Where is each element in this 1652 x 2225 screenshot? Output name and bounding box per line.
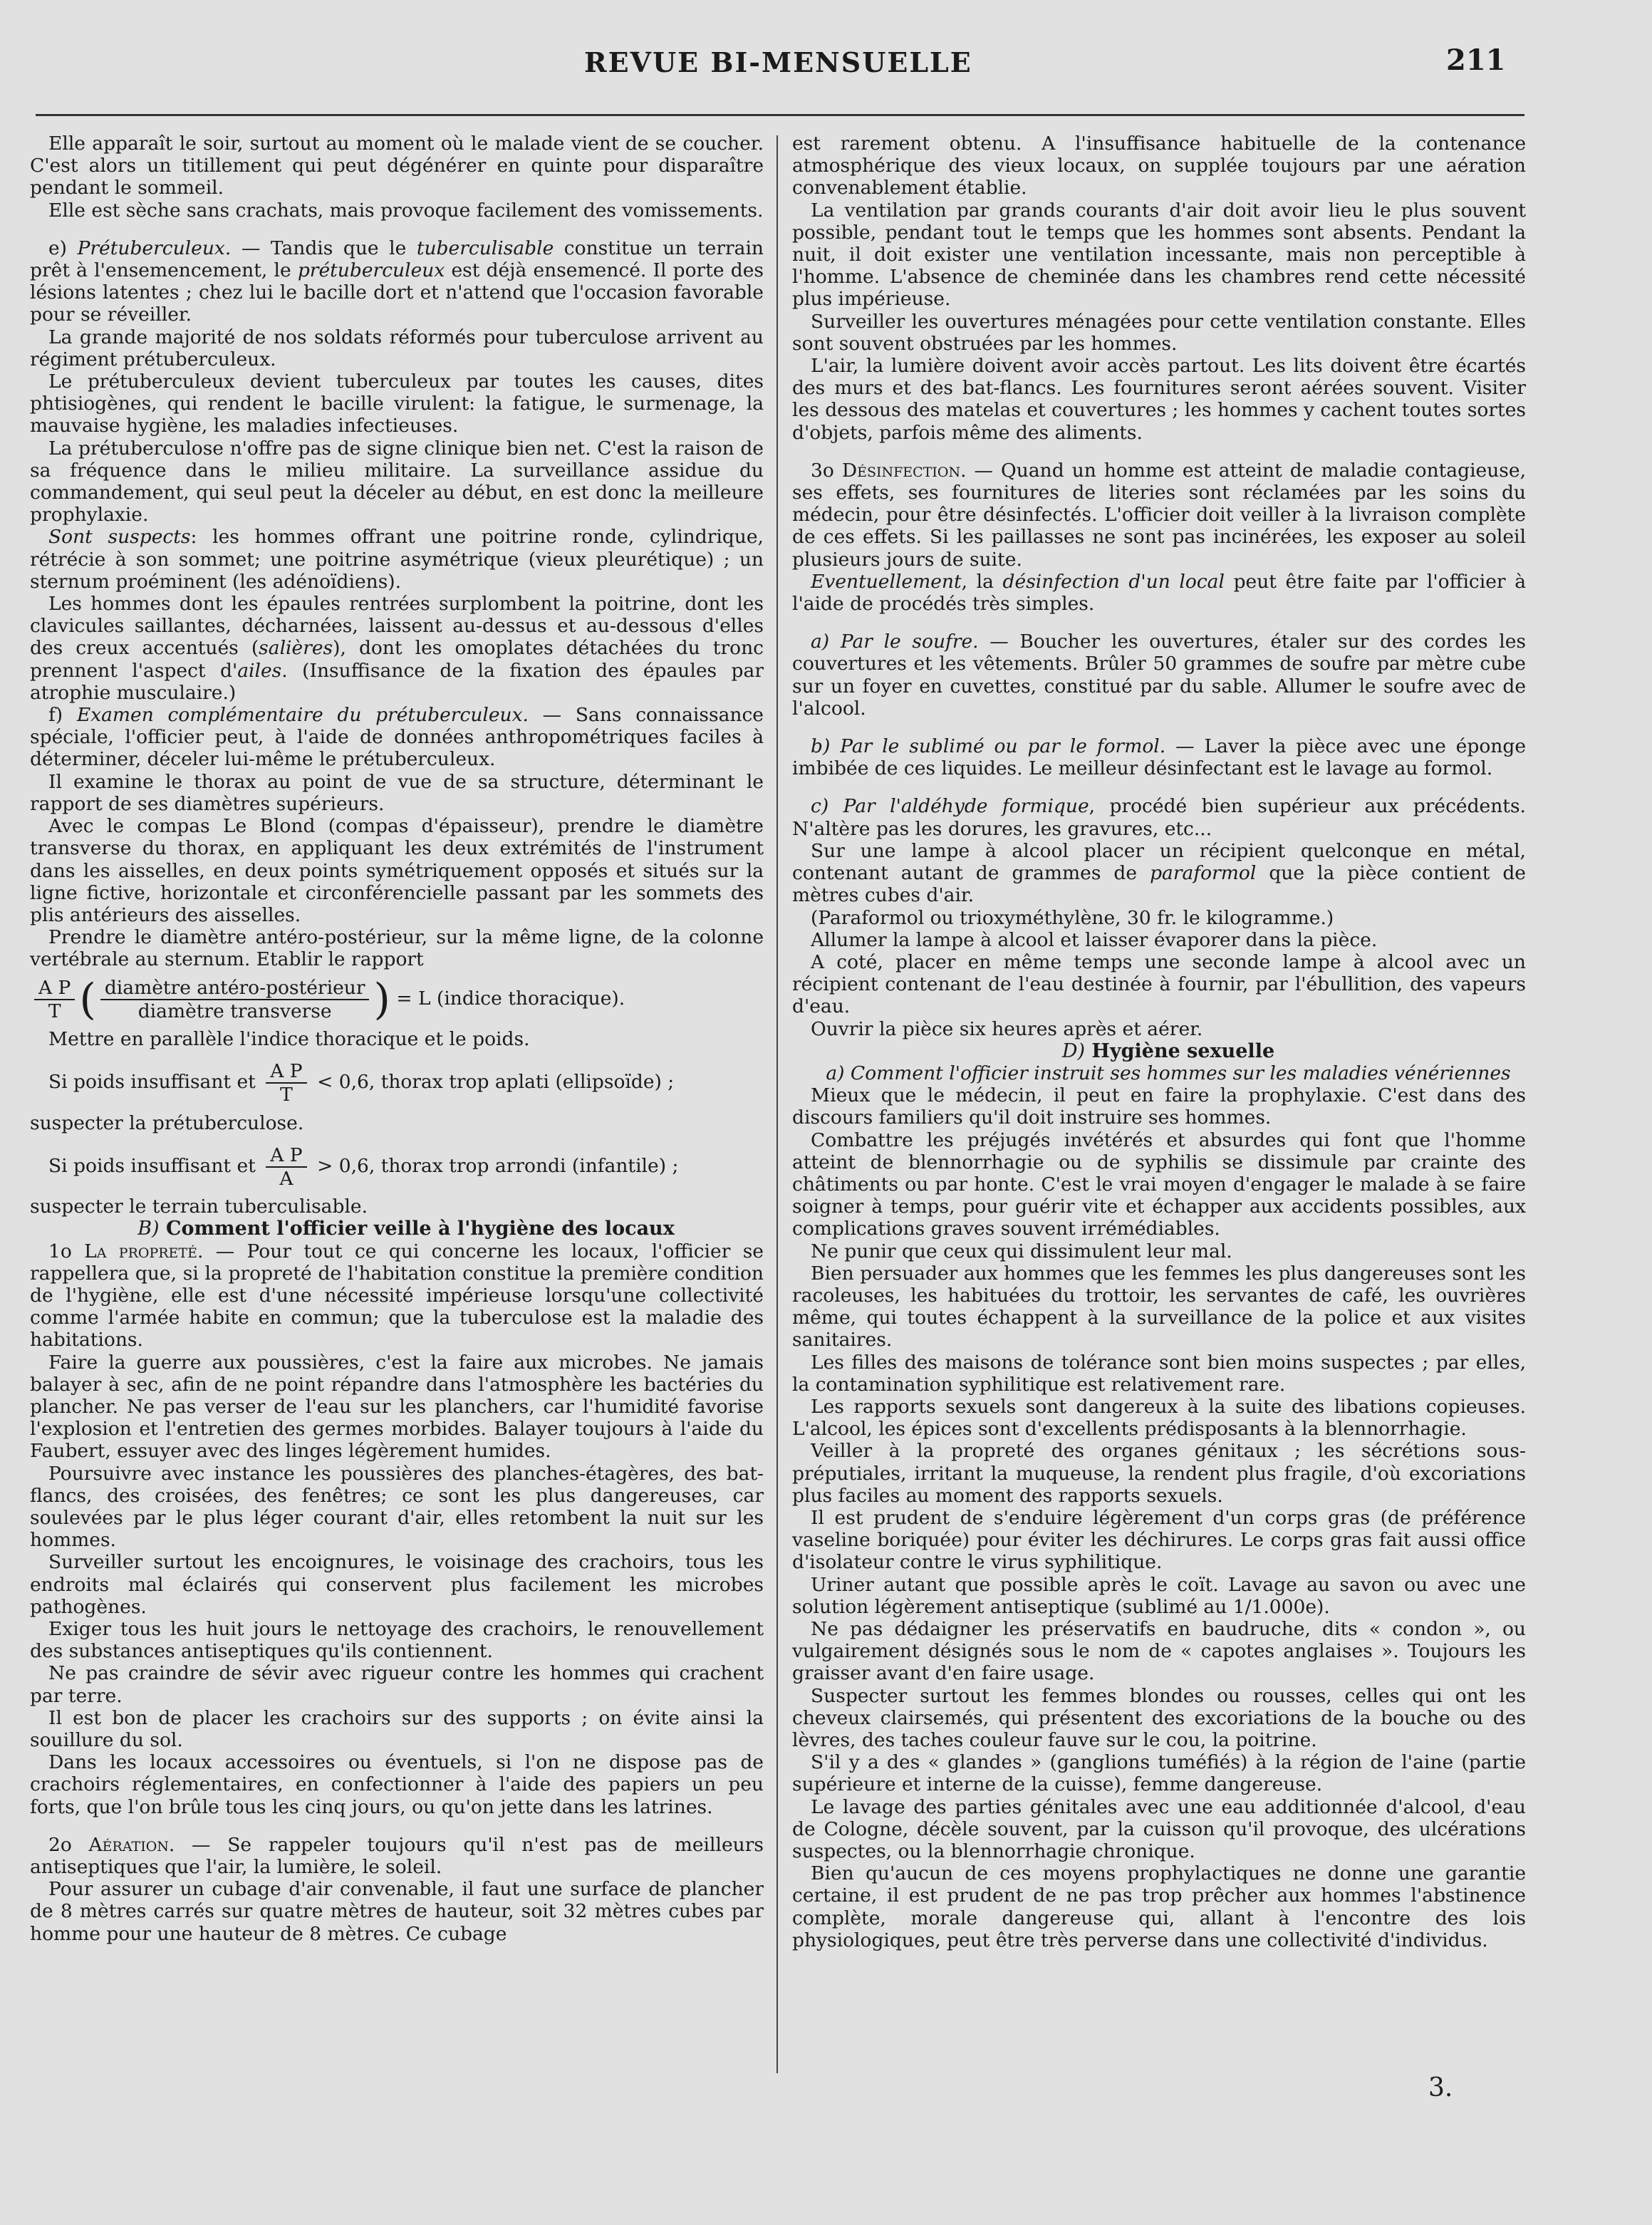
round-thorax-rule: Si poids insuffisant et $\frac{\text{A P}}{A}$ > 0,6, thorax trop arrondi (infantile) ; [48, 1143, 679, 1190]
left-column [30, 133, 764, 1945]
paragraph: Pour assurer un cubage d'air convenable, il faut une surface de plancher de 8 mètres carrés sur quatre mètres de hauteur, soit 32 mètres cubes par homme pour une hauteur de 8 mètres. Ce cubage [30, 1878, 764, 1945]
header-rule [36, 114, 1524, 116]
paragraph: Sur une lampe à alcool placer un récipient quelconque en métal, contenant autant de grammes de paraformol que la pièce contient de mètres cubes d'air. [792, 839, 1526, 907]
paragraph: Combattre les préjugés invétérés et absurdes qui font que l'homme atteint de blennorrhagie ou de syphilis se dissimule par crainte des châtiments ou par honte. C'est le vrai moyen d'engager le malade à se faire soigner à temps, pour guérir vite et échapper aux accidents possibles, aux complications graves souvent irrémédiables. [792, 1129, 1526, 1240]
paragraph: Bien persuader aux hommes que les femmes les plus dangereuses sont les racoleuses, les habituées du trottoir, les servantes de café, les ouvrières même, qui toutes échappent à la surveillance de la police et aux visites sanitaires. [792, 1262, 1526, 1352]
running-title: REVUE BI-MENSUELLE [584, 46, 972, 78]
paragraph: Il est prudent de s'enduire légèrement d'un corps gras (de préférence vaseline boriquée) pour éviter les déchirures. Le corps gras fait aussi office d'isolateur contre le virus syphilitique. [792, 1506, 1526, 1574]
paragraph: Avec le compas Le Blond (compas d'épaisseur), prendre le diamètre transverse du thorax, en appliquant les deux extrémités de l'instrument dans les aisselles, en deux points symétriquement opposés et situés sur la ligne fictive, horizontale et circonférencielle passant par les sommets des plis antérieurs des aisselles. [30, 815, 764, 926]
paragraph: (Paraformol ou trioxyméthylène, 30 fr. le kilogramme.) [811, 906, 1334, 929]
paragraph-pretuberculeux: e) Prétuberculeux. — Tandis que le tuberculisable constitue un terrain prêt à l'ensemencement, le prétuberculeux est déjà ensemencé. Il porte des lésions latentes ; chez lui le bacille dort et n'attend que l'occasion favorable pour se réveiller. [30, 237, 764, 326]
thoracic-index-formula: $\frac{\text{A P}}{T}$ ( $\frac{\text{diamètre antéro-postérieur}}{\text{diamètre transverse}}$ ) = L (indice thoracique). [30, 977, 764, 1022]
paragraph: est rarement obtenu. A l'insuffisance habituelle de la contenance atmosphérique des vieux locaux, on supplée toujours par une aération convenablement établie. [792, 133, 1526, 199]
paragraph: suspecter la prétuberculose. [30, 1111, 304, 1134]
paragraph: Suspecter surtout les femmes blondes ou rousses, celles qui ont les cheveux clairsemés, qui présentent des excoriations de la bouche ou des lèvres, des taches couleur fauve sur le cou, la poitrine. [792, 1684, 1526, 1752]
paragraph-aldehyde: c) Par l'aldéhyde formique, procédé bien supérieur aux précédents. N'altère pas les dorures, les gravures, etc... [792, 795, 1526, 840]
paragraph: Faire la guerre aux poussières, c'est la faire aux microbes. Ne jamais balayer à sec, afin de ne point répandre dans l'atmosphère les bactéries du plancher. Ne pas verser de l'eau sur les planchers, car l'humidité favorise l'explosion et l'entretien des germes morbides. Balayer toujours à l'aide du Faubert, essuyer avec des linges légèrement humides. [30, 1351, 764, 1463]
paragraph: La grande majorité de nos soldats réformés pour tuberculose arrivent au régiment prétuberculeux. [30, 326, 764, 370]
signature-mark: 3. [1428, 2073, 1453, 2102]
paragraph: Ne pas craindre de sévir avec rigueur contre les hommes qui crachent par terre. [30, 1662, 764, 1707]
paragraph: Elle apparaît le soir, surtout au moment où le malade vient de se coucher. C'est alors un titillement qui peut dégénérer en quinte pour disparaître pendant le sommeil. [30, 133, 764, 199]
paragraph: Veiller à la propreté des organes génitaux ; les sécrétions sous-préputiales, irritant la muqueuse, la rendent plus fragile, d'où excoriations plus faciles au moment des rapports sexuels. [792, 1440, 1526, 1507]
paragraph: L'air, la lumière doivent avoir accès partout. Les lits doivent être écartés des murs et des bat-flancs. Les fournitures seront aérées souvent. Visiter les dessous des matelas et couvertures ; les hommes y cachent toutes sortes d'objets, parfois même des aliments. [792, 355, 1526, 444]
paragraph: A coté, placer en même temps une seconde lampe à alcool avec un récipient contenant de l'eau destinée à fournir, par l'ébullition, des vapeurs d'eau. [792, 950, 1526, 1018]
paragraph: Exiger tous les huit jours le nettoyage des crachoirs, le renouvellement des substances antiseptiques qu'ils contiennent. [30, 1618, 764, 1663]
paragraph: suspecter le terrain tuberculisable. [30, 1196, 368, 1218]
paragraph: S'il y a des « glandes » (ganglions tuméfiés) à la région de l'aine (partie supérieure et interne de la cuisse), femme dangereuse. [792, 1751, 1526, 1796]
paragraph-examen: f) Examen complémentaire du prétuberculeux. — Sans connaissance spéciale, l'officier peut, à l'aide de données anthropométriques faciles à déterminer, déceler lui-même le prétuberculeux. [30, 704, 764, 771]
paragraph: La prétuberculose n'offre pas de signe clinique bien net. C'est la raison de sa fréquence dans le milieu militaire. La surveillance assidue du commandement, qui seul peut la déceler au début, en est donc la meilleure prophylaxie. [30, 437, 764, 527]
paragraph: Ne punir que ceux qui dissimulent leur mal. [811, 1240, 1232, 1262]
paragraph: Le prétuberculeux devient tuberculeux par toutes les causes, dites phtisiogènes, qui rendent le bacille virulent: la fatigue, le surmenage, la mauvaise hygiène, les maladies infectieuses. [30, 370, 764, 437]
column-divider [776, 135, 778, 2073]
paragraph: Ouvrir la pièce six heures après et aérer. [811, 1017, 1203, 1040]
paragraph: Ne pas dédaigner les préservatifs en baudruche, dits « condon », ou vulgairement désignés sous le nom de « capotes anglaises ». Toujours les graisser avant d'en faire usage. [792, 1618, 1526, 1685]
paragraph: Le lavage des parties génitales avec une eau additionnée d'alcool, d'eau de Cologne, décèle souvent, par la cuisson qu'il provoque, des ulcérations suspectes, ou la blennorrhagie chronique. [792, 1795, 1526, 1863]
paragraph: Il examine le thorax au point de vue de sa structure, déterminant le rapport de ses diamètres supérieurs. [30, 770, 764, 815]
paragraph: Elle est sèche sans crachats, mais provoque facilement des vomissements. [48, 199, 764, 222]
paragraph: Il est bon de placer les crachoirs sur des supports ; on évite ainsi la souillure du sol. [30, 1706, 764, 1752]
paragraph-soufre: a) Par le soufre. — Boucher les ouvertures, étaler sur des cordes les couvertures et les vêtements. Brûler 50 grammes de soufre par mètre cube sur un foyer en cuvettes, constitué par du sable. Allumer le soufre avec de l'alcool. [792, 631, 1527, 720]
paragraph-suspects: Sont suspects: les hommes offrant une poitrine ronde, cylindrique, rétrécie à son sommet; une poitrine asymétrique (vieux pleurétique) ; un sternum proéminent (les adénoïdiens). [30, 526, 764, 593]
paragraph-formol: b) Par le sublimé ou par le formol. — Laver la pièce avec une éponge imbibée de ces liquides. Le meilleur désinfectant est le lavage au formol. [792, 735, 1526, 780]
page-number: 211 [1446, 43, 1506, 77]
paragraph: Uriner autant que possible après le coït. Lavage au savon ou avec une solution légèrement antiseptique (sublimé au 1/1.000e). [792, 1573, 1526, 1618]
paragraph: Les filles des maisons de tolérance sont bien moins suspectes ; par elles, la contamination syphilitique est relativement rare. [792, 1351, 1526, 1396]
fraction-ap-t: $\frac{\text{A P}}{T}$ [34, 977, 75, 1022]
paragraph: Mieux que le médecin, il peut en faire la prophylaxie. C'est dans des discours familiers qu'il doit instruire ses hommes. [792, 1084, 1526, 1129]
paragraph: Les hommes dont les épaules rentrées surplombent la poitrine, dont les clavicules saillantes, décharnées, laissent au-dessus et au-dessous d'elles des creux accentués (salières), dont les omoplates détachées du tronc prennent l'aspect d'ailes. (Insuffisance de la fixation des épaules par atrophie musculaire.) [30, 593, 764, 704]
paragraph: La ventilation par grands courants d'air doit avoir lieu le plus souvent possible, pendant tout le temps que les hommes sont absents. Pendant la nuit, il doit exister une ventilation incessante, mais non perceptible à l'homme. L'absence de cheminée dans les chambres rend cette nécessité plus impérieuse. [792, 199, 1526, 311]
flat-thorax-rule: Si poids insuffisant et $\frac{\text{A P}}{T}$ < 0,6, thorax trop aplati (ellipsoïde) ; [48, 1060, 675, 1106]
paragraph: Dans les locaux accessoires ou éventuels, si l'on ne dispose pas de crachoirs réglementaires, en confectionner à l'aide des papiers un peu forts, que l'on brûle tous les cinq jours, ou qu'on jette dans les latrines. [30, 1751, 764, 1818]
paragraph-aeration: 2o Aération. — Se rappeler toujours qu'il n'est pas de meilleurs antiseptiques que l'air, la lumière, le soleil. [30, 1833, 764, 1879]
paragraph: Allumer la lampe à alcool et laisser évaporer dans la pièce. [811, 928, 1378, 951]
right-column [792, 133, 1526, 1951]
section-heading-b: B) Comment l'officier veille à l'hygiène des locaux [137, 1218, 675, 1240]
fraction-diameters: $\frac{\text{diamètre antéro-postérieur}}{\text{diamètre transverse}}$ [100, 977, 370, 1022]
subsection-heading: a) Comment l'officier instruit ses hommes sur les maladies vénériennes [826, 1062, 1511, 1084]
paragraph: Surveiller les ouvertures ménagées pour cette ventilation constante. Elles sont souvent obstruées par les hommes. [792, 310, 1526, 355]
section-heading-d: D) Hygiène sexuelle [1061, 1039, 1275, 1062]
paragraph: Poursuivre avec instance les poussières des planches-étagères, des bat-flancs, des croisées, des fenêtres; ce sont les plus dangereuses, car soulevées par le plus léger courant d'air, elles retombent la nuit sur les hommes. [30, 1462, 764, 1552]
paragraph: Surveiller surtout les encoignures, le voisinage des crachoirs, tous les endroits mal éclairés qui conservent plus facilement les microbes pathogènes. [30, 1551, 764, 1618]
paragraph: Les rapports sexuels sont dangereux à la suite des libations copieuses. L'alcool, les épices sont d'excellents prédisposants à la blennorrhagie. [792, 1395, 1526, 1441]
paragraph-proprete: 1o La propreté. — Pour tout ce qui concerne les locaux, l'officier se rappellera que, si la propreté de l'habitation constitue la première condition de l'hygiène, elle est d'une nécessité impérieuse lorsqu'une collectivité comme l'armée habite en commun; que la tuberculose est la maladie des habitations. [30, 1240, 764, 1352]
paragraph: Mettre en parallèle l'indice thoracique et le poids. [48, 1027, 530, 1050]
paragraph: Eventuellement, la désinfection d'un local peut être faite par l'officier à l'aide de procédés très simples. [792, 570, 1526, 616]
paragraph: Prendre le diamètre antéro-postérieur, sur la même ligne, de la colonne vertébrale au sternum. Etablir le rapport [30, 926, 764, 971]
paragraph-desinfection: 3o Désinfection. — Quand un homme est atteint de maladie contagieuse, ses effets, ses fournitures de literies sont réclamées par les soins du médecin, pour être désinfectés. L'officier doit veiller à la livraison complète de ces effets. Si les paillasses ne sont pas incinérées, les exposer au soleil plusieurs jours de suite. [792, 459, 1526, 571]
paragraph: Bien qu'aucun de ces moyens prophylactiques ne donne une garantie certaine, il est prudent de ne pas trop prêcher aux hommes l'abstinence complète, morale dangereuse qui, allant à l'encontre des lois physiologiques, peut être très perverse dans une collectivité d'individus. [792, 1862, 1526, 1951]
page-header [0, 39, 1652, 89]
